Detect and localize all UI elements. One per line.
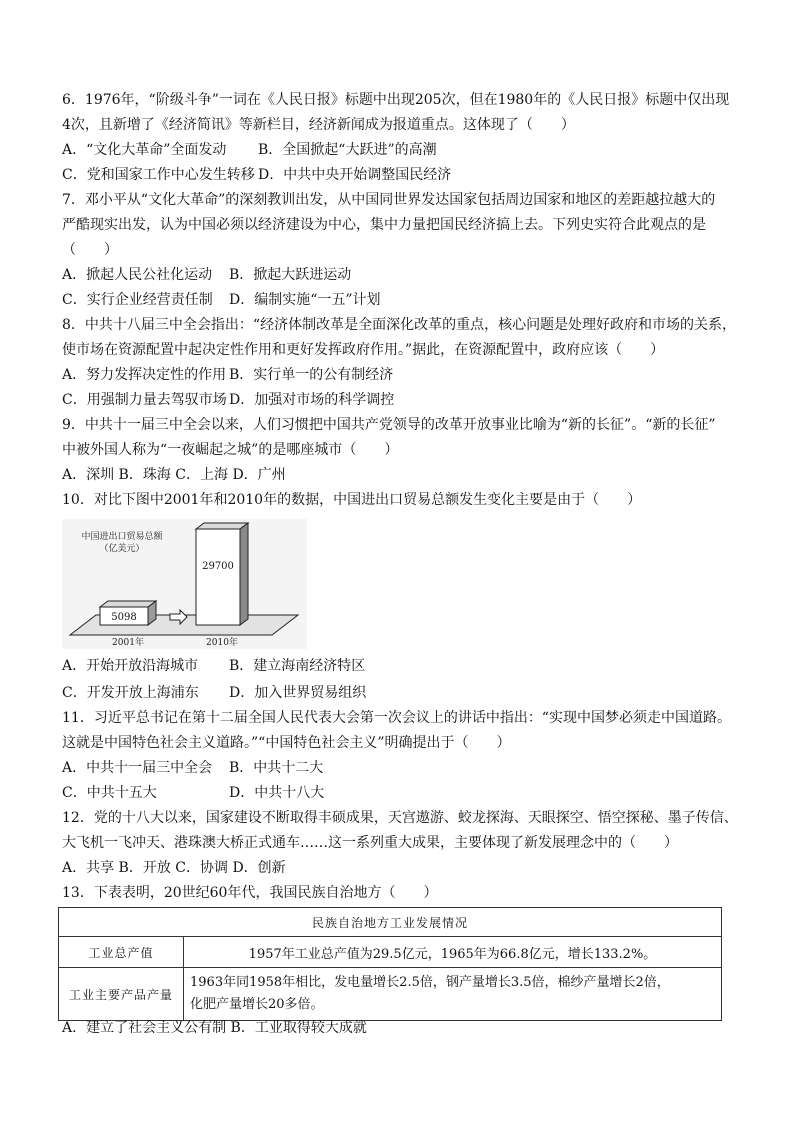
q11-option-c: C．中共十五大 — [62, 785, 157, 801]
chart-unit: （亿美元） — [99, 544, 145, 554]
q11-option-a: A．中共十一届三中全会 — [62, 760, 213, 776]
q7-option-c: C．实行企业经营责任制 — [62, 292, 213, 308]
table-cell-line-1: 1963年同1958年相比，发电量增长2.5倍，钢产量增长3.5倍，棉纱产量增长2倍， — [190, 975, 670, 990]
q13-line-1: 13．下表表明，20世纪60年代，我国民族自治地方（ ） — [62, 885, 438, 901]
bar-2010-value: 29700 — [202, 561, 234, 572]
q6-option-b: B．全国掀起“大跃进”的高潮 — [258, 142, 437, 158]
q9-line-2: 中被外国人称为“一夜崛起之城”的是哪座城市（ ） — [62, 442, 399, 458]
q7-option-a: A．掀起人民公社化运动 — [62, 267, 213, 283]
table-caption-row — [59, 908, 722, 937]
q11-line-1: 11．习近平总书记在第十二届全国人民代表大会第一次会议上的讲话中指出：“实现中国梦必须走中国道路。 — [62, 710, 731, 726]
q6-option-d: D．中共中央开始调整国民经济 — [258, 167, 452, 183]
q8-option-d: D．加强对市场的科学调控 — [229, 392, 395, 408]
table-caption: 民族自治地方工业发展情况 — [59, 908, 722, 937]
q6-option-a: A．“文化大革命”全面发动 — [62, 142, 227, 158]
q12-line-2: 大飞机一飞冲天、港珠澳大桥正式通车……这一系列重大成果，主要体现了新发展理念中的（ ） — [62, 835, 678, 851]
table-row-head: 工业总产值 — [59, 937, 184, 968]
q12-options: A．共享 B．开放 C．协调 D．创新 — [62, 860, 286, 876]
q9-options: A．深圳 B．珠海 C．上海 D．广州 — [62, 467, 286, 483]
q10-option-a: A．开始开放沿海城市 — [62, 658, 199, 674]
q10-option-b: B．建立海南经济特区 — [229, 658, 366, 674]
q8-option-a: A．努力发挥决定性的作用 — [62, 367, 227, 383]
bar-2001-value: 5098 — [111, 612, 137, 623]
table-cell — [184, 968, 722, 1021]
q12-line-1: 12．党的十八大以来，国家建设不断取得丰硕成果，天宫遨游、蛟龙探海、天眼探空、悟空探秘、墨子传信、 — [62, 810, 738, 826]
q6-line-1: 6．1976年，“阶级斗争”一词在《人民日报》标题中出现205次，但在1980年的《人民日报》标题中仅出现 — [62, 92, 730, 108]
q6-option-c: C．党和国家工作中心发生转移 — [62, 167, 255, 183]
q8-line-1: 8．中共十八届三中全会指出：“经济体制改革是全面深化改革的重点，核心问题是处理好政府和市场的关系， — [62, 317, 737, 333]
table-cell-line-2: 化肥产量增长20多倍。 — [190, 997, 324, 1012]
q9-line-1: 9．中共十一届三中全会以来，人们习惯把中国共产党领导的改革开放事业比喻为“新的长征”。“新的长征” — [62, 417, 716, 433]
q7-line-1: 7．邓小平从“文化大革命”的深刻教训出发，从中国同世界发达国家包括周边国家和地区的差距越拉越大的 — [62, 192, 716, 208]
q10-option-d: D．加入世界贸易组织 — [229, 685, 367, 701]
q10-option-c: C．开发开放上海浦东 — [62, 685, 199, 701]
q6-line-2: 4次，且新增了《经济简讯》等新栏目，经济新闻成为报道重点。这体现了（ ） — [62, 117, 575, 133]
q7-option-b: B．掀起大跃进运动 — [229, 267, 352, 283]
trade-chart — [62, 519, 307, 649]
q8-line-2: 使市场在资源配置中起决定性作用和更好发挥政府作用。”据此，在资源配置中，政府应该（ ） — [62, 342, 665, 358]
chart-title: 中国进出口贸易总额 — [81, 532, 163, 542]
category-label-2001: 2001年 — [112, 638, 144, 648]
q8-option-c: C．用强制力量去驾驭市场 — [62, 392, 227, 408]
table-row — [59, 968, 722, 1021]
q7-option-d: D．编制实施“一五”计划 — [229, 292, 381, 308]
q13-options: A．建立了社会主义公有制 B．工业取得较大成就 — [62, 1020, 367, 1036]
q11-line-2: 这就是中国特色社会主义道路。”“中国特色社会主义”明确提出于（ ） — [62, 735, 511, 751]
industry-table — [58, 907, 722, 1021]
category-label-2010: 2010年 — [206, 638, 238, 648]
q10-line-1: 10．对比下图中2001年和2010年的数据，中国进出口贸易总额发生变化主要是由于（ ） — [62, 492, 642, 508]
q11-option-d: D．中共十八大 — [229, 785, 325, 801]
q8-option-b: B．实行单一的公有制经济 — [229, 367, 394, 383]
trade-chart-svg — [62, 519, 307, 649]
bar-2001 — [100, 601, 156, 625]
bar-2010 — [196, 523, 248, 625]
q7-line-3: （ ） — [62, 242, 118, 258]
q11-option-b: B．中共十二大 — [229, 760, 324, 776]
table-cell: 1957年工业总产值为29.5亿元，1965年为66.8亿元，增长133.2%。 — [184, 937, 722, 968]
table-row — [59, 937, 722, 968]
table-row-head: 工业主要产品产量 — [59, 968, 184, 1021]
q7-line-2: 严酷现实出发，认为中国必须以经济建设为中心，集中力量把国民经济搞上去。下列史实符合此观点的是 — [62, 217, 706, 233]
